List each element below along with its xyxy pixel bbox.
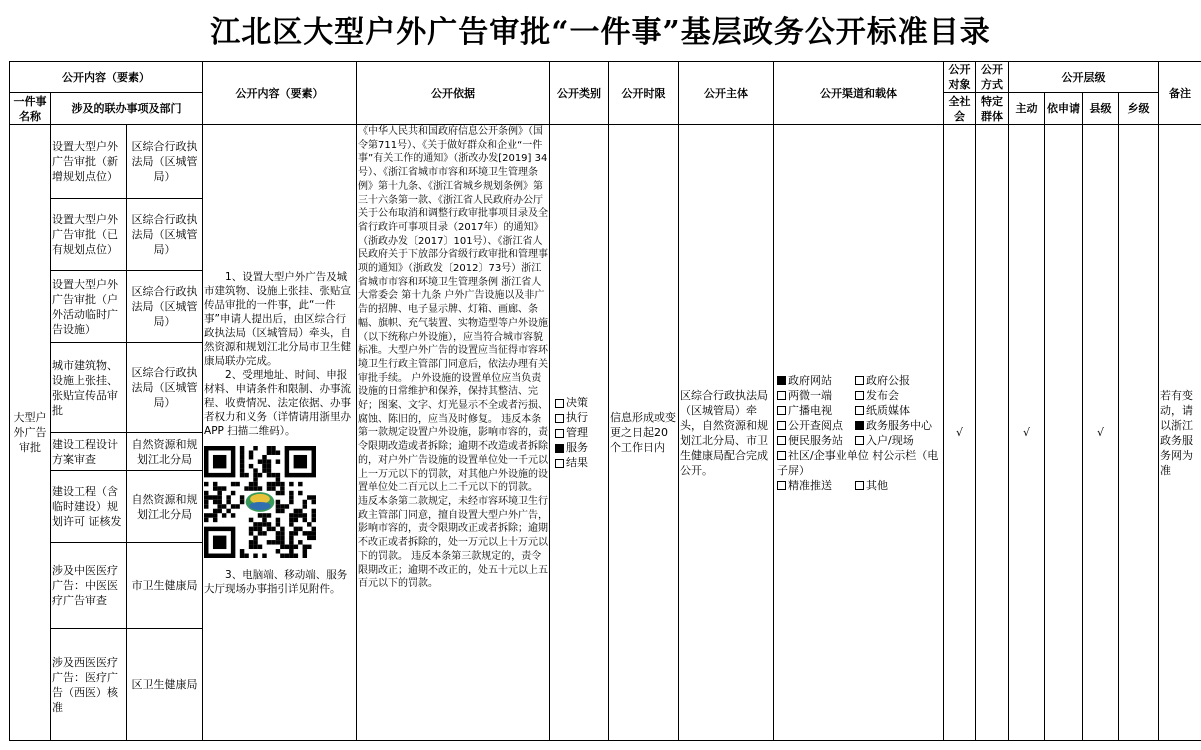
item-name-5: 建设工程设计方案审查 (51, 433, 127, 471)
header-content-elements-group: 公开内容（要素） (10, 62, 203, 93)
channel-option (777, 403, 853, 418)
checked-box-icon (855, 421, 864, 430)
channel-option-label: 政府网站 (788, 373, 833, 387)
category-list (551, 395, 607, 470)
channel-option-label: 其他 (866, 478, 889, 492)
unchecked-box-icon (555, 414, 564, 423)
mark-method-active: √ (1009, 125, 1045, 741)
channel-list (775, 373, 942, 493)
header-level-township: 乡级 (1119, 93, 1159, 125)
header-channels: 公开渠道和载体 (774, 62, 944, 125)
item-dept-2: 区综合行政执法局（区城管局） (127, 199, 203, 271)
channel-option (855, 418, 939, 433)
header-content-elements: 公开内容（要素） (203, 62, 357, 125)
content-paragraph-2: 2、受理地址、时间、申报材料、申请条件和限制、办事流程、收费情况、法定依据、办事者权力和义务（详情请用浙里办 APP 扫描二维码）。 (204, 368, 352, 437)
content-elements-cell (203, 125, 357, 741)
item-name-6: 建设工程（含临时建设）规划许可 证核发 (51, 471, 127, 543)
header-remarks: 备注 (1159, 62, 1201, 125)
item-dept-5: 自然资源和规划江北分局 (127, 433, 203, 471)
unchecked-box-icon (855, 481, 864, 490)
unchecked-box-icon (777, 421, 786, 430)
category-option-label: 管理 (566, 426, 589, 439)
qr-logo-icon (246, 492, 275, 512)
unchecked-box-icon (555, 459, 564, 468)
header-target: 公开对象 (944, 62, 976, 93)
channel-option (855, 373, 939, 388)
one-thing-name: 大型户外广告审批 (10, 125, 51, 741)
channel-option (777, 373, 853, 388)
unchecked-box-icon (555, 429, 564, 438)
channel-option-label: 精准推送 (788, 478, 833, 492)
unchecked-box-icon (777, 451, 786, 460)
header-method-request: 依申请 (1045, 93, 1083, 125)
header-level-county: 县级 (1083, 93, 1119, 125)
content-paragraph-3: 3、电脑端、移动端、服务大厅现场办事指引详见附件。 (204, 568, 348, 595)
channels-cell (774, 125, 944, 741)
header-category: 公开类别 (550, 62, 609, 125)
channel-option-label: 公开查阅点 (788, 418, 844, 432)
unchecked-box-icon (777, 391, 786, 400)
content-paragraph-1: 1、设置大型户外广告及城市建筑物、设施上张挂、张贴宣传品审批的一件事，此“一件事”申请人提出后，由区综合行政执法局（区城管局）牵头，自然资源和规划江北分局市卫生健康局联办完成。 (204, 270, 352, 367)
channel-option (855, 433, 939, 448)
category-cell (550, 125, 609, 741)
unchecked-box-icon (855, 406, 864, 415)
page-title: 江北区大型户外广告审批“一件事”基层政务公开标准目录 (210, 15, 991, 50)
mark-method-request (1045, 125, 1083, 741)
item-dept-8: 区卫生健康局 (127, 629, 203, 741)
item-dept-4: 区综合行政执法局（区城管局） (127, 343, 203, 433)
catalog-table (9, 61, 1201, 741)
unchecked-box-icon (777, 436, 786, 445)
channel-option-label: 两微一端 (788, 388, 833, 402)
header-target-all: 全社会 (944, 93, 976, 125)
category-option (555, 440, 607, 455)
channel-option (855, 478, 939, 493)
category-option-label: 决策 (566, 396, 589, 409)
unchecked-box-icon (855, 436, 864, 445)
item-name-7: 涉及中医医疗广告：中医医疗广告审查 (51, 543, 127, 629)
header-one-thing-name: 一件事名称 (10, 93, 51, 125)
header-subject: 公开主体 (679, 62, 774, 125)
category-option-label: 结果 (566, 456, 589, 469)
channel-option-label: 纸质媒体 (866, 403, 911, 417)
channel-option (777, 478, 853, 493)
channel-option-label: 社区/企事业单位 村公示栏（电子屏） (777, 448, 939, 477)
category-option (555, 425, 607, 440)
channel-option (777, 448, 939, 478)
channel-option-label: 政府公报 (866, 373, 911, 387)
item-dept-3: 区综合行政执法局（区城管局） (127, 271, 203, 343)
channel-option (777, 433, 853, 448)
header-target-specific: 特定群体 (976, 93, 1009, 125)
unchecked-box-icon (855, 376, 864, 385)
item-name-3: 设置大型户外广告审批（户外活动临时广告设施） (51, 271, 127, 343)
channel-option-label: 广播电视 (788, 403, 833, 417)
remarks-cell: 若有变动，请以浙江政务服务网为准 (1159, 125, 1201, 741)
basis-cell: 《中华人民共和国政府信息公开条例》（国令第711号）、《关于做好群众和企业“一件事”有关工作的通知》（浙改办发[2019] 34号）、《浙江省城市市容和环境卫生管理条例》第十九条、《浙江省城乡规划条例》第三十六条第一款、《浙江省人民政府办公厅关于公布取消和调整行政审批事项目录及全省行政许可事项目录（2017年）的通知》（浙政办发〔2017〕101号）、《浙江省人民政府关于下放部分省级行政审批和管理事项的通知》（浙政发〔2012〕73号）浙江省城市市容和环境卫生管理条例 浙江省人大常委会 第十九条 户外广告设施以及非广告的招牌、电子显示牌、灯箱、画廊、条幅、旗帜、充气装置、实物造型等户外设施（以下统称户外设施），应当符合城市容貌标准。大型户外广告的设置应当征得市容环境卫生行政主管部门同意后，依法办理有关审批手续。 户外设施的设置单位应当负责设施的日常维护和保养，保持其整洁、完好；图案、文字、灯光显示不全或者污损、腐蚀、陈旧的，应当及时修复。 违反本条第一款规定设置户外设施，影响市容的，责令限期改造或者拆除；逾期不改造或者拆除的，对户外广告设施的设置单位处一千元以上一万元以下的罚款，对其他户外设施的设置单位处二百元以上二千元以下的罚款。 违反本条第二款规定，未经市容环境卫生行政主管部门同意，擅自设置大型户外广告，影响市容的，责令限期改正或者拆除；逾期不改正或者拆除的，处一万元以上十万元以下的罚款。 违反本条第三款规定的，责令限期改正；逾期不改正的，处五十元以上五百元以下的罚款。 (357, 125, 550, 741)
mark-level-township (1119, 125, 1159, 741)
channel-option (855, 388, 939, 403)
item-name-2: 设置大型户外广告审批（已有规划点位） (51, 199, 127, 271)
channel-option (855, 403, 939, 418)
unchecked-box-icon (855, 391, 864, 400)
unchecked-box-icon (555, 399, 564, 408)
time-limit-cell: 信息形成或变更之日起20个工作日内 (609, 125, 679, 741)
channel-option (777, 388, 853, 403)
unchecked-box-icon (777, 406, 786, 415)
item-dept-1: 区综合行政执法局（区城管局） (127, 125, 203, 199)
mark-target-specific (976, 125, 1009, 741)
header-time-limit: 公开时限 (609, 62, 679, 125)
channel-option-label: 政务服务中心 (866, 418, 933, 432)
item-name-1: 设置大型户外广告审批（新增规划点位） (51, 125, 127, 199)
item-name-4: 城市建筑物、设施上张挂、张贴宣传品审批 (51, 343, 127, 433)
item-dept-6: 自然资源和规划江北分局 (127, 471, 203, 543)
category-option-label: 服务 (566, 441, 589, 454)
mark-target-all: √ (944, 125, 976, 741)
channel-option-label: 入户/现场 (866, 433, 914, 447)
category-option-label: 执行 (566, 411, 589, 424)
mark-level-county: √ (1083, 125, 1119, 741)
channel-option-label: 便民服务站 (788, 433, 844, 447)
channel-option-label: 发布会 (866, 388, 900, 402)
channel-option (777, 418, 853, 433)
header-method-active: 主动 (1009, 93, 1045, 125)
header-method: 公开方式 (976, 62, 1009, 93)
category-option (555, 395, 607, 410)
header-level: 公开层级 (1009, 62, 1159, 93)
category-option (555, 455, 607, 470)
qr-code-image (204, 446, 316, 558)
category-option (555, 410, 607, 425)
item-dept-7: 市卫生健康局 (127, 543, 203, 629)
header-basis: 公开依据 (357, 62, 550, 125)
checked-box-icon (777, 376, 786, 385)
item-name-8: 涉及西医医疗广告：医疗广告（西医）核准 (51, 629, 127, 741)
unchecked-box-icon (777, 481, 786, 490)
checked-box-icon (555, 444, 564, 453)
header-involved-items: 涉及的联办事项及部门 (51, 93, 203, 125)
subject-cell: 区综合行政执法局（区城管局）牵头，自然资源和规划江北分局、市卫生健康局配合完成公开。 (679, 125, 774, 741)
